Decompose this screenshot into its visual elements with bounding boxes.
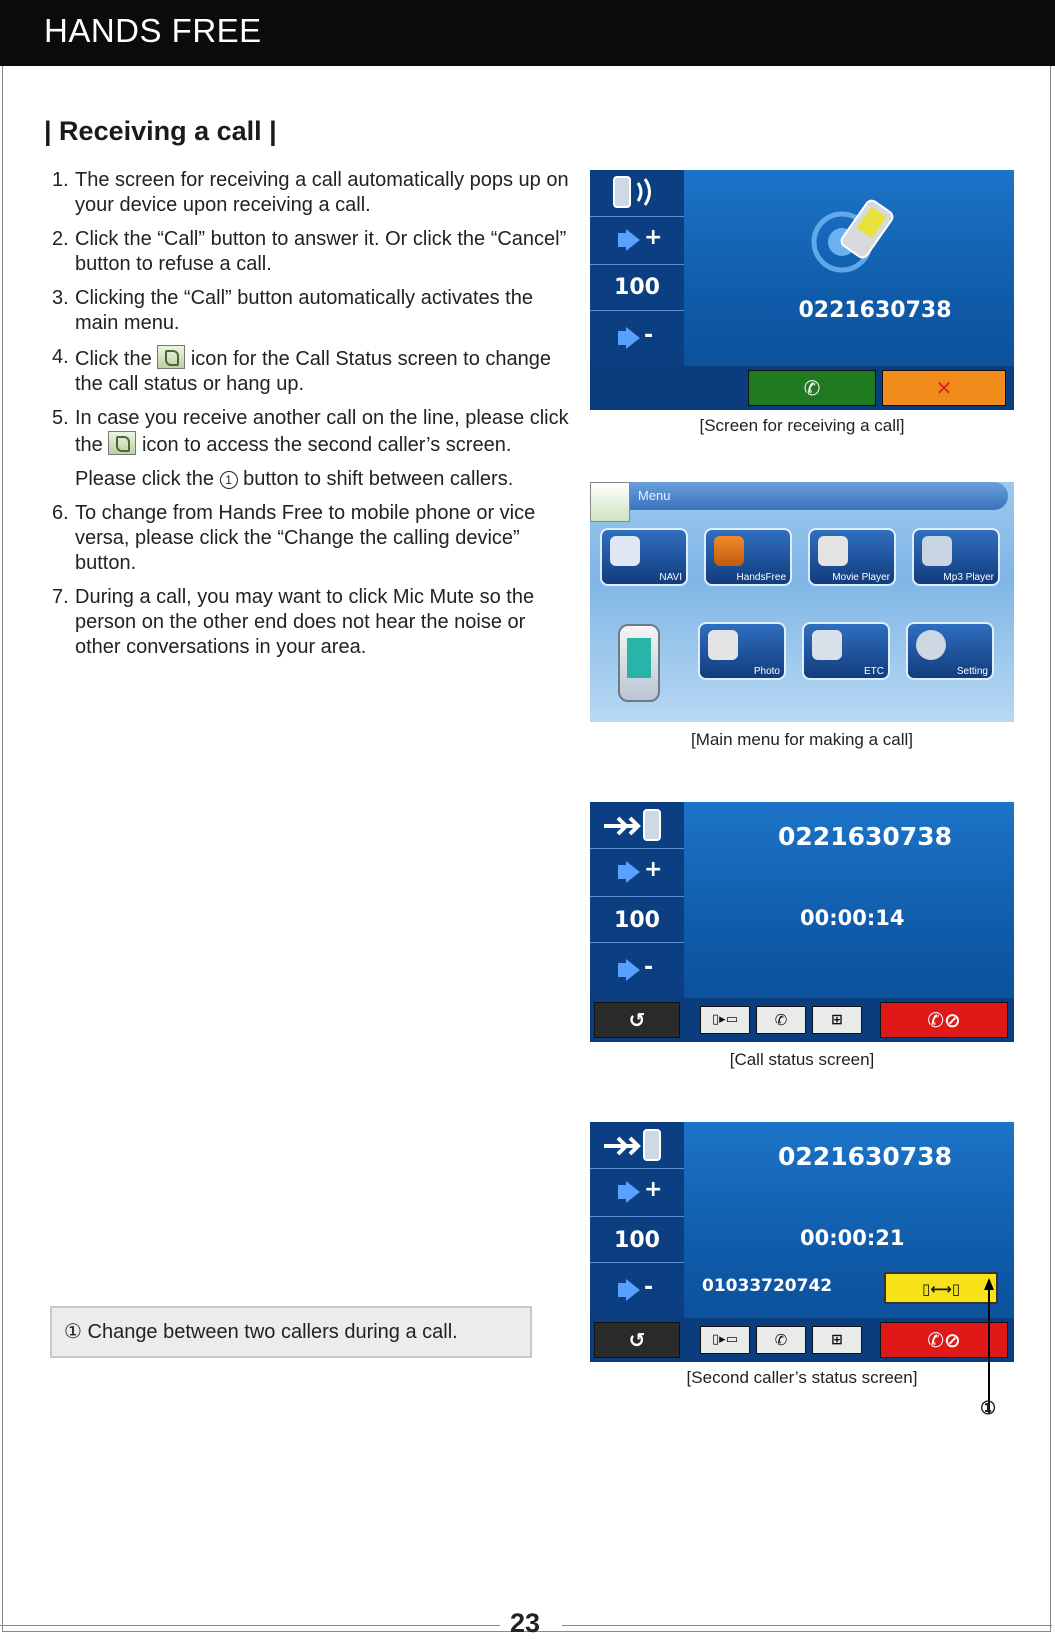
menu-tile-etc[interactable] <box>802 622 890 680</box>
receiving-call-screen <box>590 170 1014 410</box>
header-bar <box>0 0 1055 66</box>
header-title: HANDS FREE <box>44 12 262 49</box>
tile-label: Movie Player <box>832 572 890 583</box>
steps-list <box>52 168 572 669</box>
volume-down-button[interactable] <box>590 1262 684 1320</box>
step-text-before: In case you receive another call on the line, please click the <box>75 407 569 456</box>
step-number: 6. <box>52 502 69 524</box>
section-title: | Receiving a call | <box>44 116 277 146</box>
mp3-icon <box>922 536 952 566</box>
movie-icon <box>818 536 848 566</box>
etc-icon <box>812 630 842 660</box>
shift-callers-note <box>52 467 572 492</box>
handset-icon: ✆ <box>774 1011 788 1029</box>
list-item <box>52 286 572 336</box>
outgoing-phone-icon <box>600 1126 670 1166</box>
change-device-button[interactable] <box>700 1006 750 1034</box>
call-timer: 00:00:14 <box>800 906 905 930</box>
handsfree-icon <box>714 536 744 566</box>
tile-label: Mp3 Player <box>943 572 994 583</box>
volume-up-button[interactable] <box>590 848 684 897</box>
ringing-phone-icon <box>790 190 920 300</box>
menu-tile-mp3-player[interactable] <box>912 528 1000 586</box>
back-icon: ↺ <box>628 1008 646 1032</box>
legend-box <box>50 1306 532 1358</box>
call-control-bar <box>590 998 1014 1042</box>
call-status-icon <box>108 431 136 455</box>
footer-rule-left <box>0 1625 500 1626</box>
list-item <box>52 227 572 277</box>
volume-up-icon: + <box>618 229 658 251</box>
volume-up-button[interactable] <box>590 1168 684 1217</box>
second-caller-number: 01033720742 <box>702 1276 833 1296</box>
volume-down-icon: - <box>618 959 658 981</box>
tile-label: ETC <box>864 666 884 677</box>
mobile-phone-icon <box>618 624 660 702</box>
second-caller-caption: [Second caller’s status screen] <box>686 1368 918 1387</box>
volume-up-icon: + <box>618 861 658 883</box>
second-caller-screen <box>590 1122 1014 1362</box>
list-item <box>52 501 572 576</box>
volume-down-icon: - <box>618 1279 658 1301</box>
step-text: The screen for receiving a call automatically pops up on your device upon receiving a call. <box>75 169 569 216</box>
volume-sidebar <box>590 1122 684 1318</box>
menu-title-bar <box>624 482 1008 510</box>
step-text: Click the “Call” button to answer it. Or click the “Cancel” button to refuse a call. <box>75 228 567 275</box>
hang-up-button[interactable] <box>880 1002 1008 1038</box>
circled-one-marker: 1 <box>220 471 238 489</box>
tile-label: NAVI <box>659 572 682 583</box>
menu-tile-photo[interactable] <box>698 622 786 680</box>
step-number: 3. <box>52 287 69 309</box>
call-status-caption: [Call status screen] <box>729 1050 875 1069</box>
camera-icon <box>708 630 738 660</box>
legend-marker: ① <box>64 1321 82 1343</box>
back-button[interactable] <box>594 1322 680 1358</box>
step-text-before: Click the <box>75 348 152 370</box>
device-switch-icon: ▯▸▭ <box>712 1332 738 1347</box>
volume-sidebar <box>590 802 684 998</box>
step-text: To change from Hands Free to mobile phone or vice versa, please click the “Change the calling device” button. <box>75 502 536 574</box>
step-number: 2. <box>52 228 69 250</box>
incoming-phone-icon <box>608 173 668 213</box>
volume-down-icon: - <box>618 327 658 349</box>
hang-up-icon: ✆⊘ <box>927 1008 961 1032</box>
outgoing-phone-cell <box>590 802 684 849</box>
menu-tile-navi[interactable] <box>600 528 688 586</box>
main-menu-caption: [Main menu for making a call] <box>690 730 914 749</box>
reject-phone-icon: ✕ <box>935 376 953 400</box>
caller-number: 0221630738 <box>798 298 952 323</box>
device-switch-icon: ▯▸▭ <box>712 1012 738 1027</box>
call-status-screen <box>590 802 1014 1042</box>
switch-callers-icon: ▯⟷▯ <box>921 1280 960 1298</box>
back-icon: ↺ <box>628 1328 646 1352</box>
list-item <box>52 406 572 458</box>
footer-rule-right <box>562 1625 1052 1626</box>
caller-number: 0221630738 <box>778 822 952 851</box>
menu-tile-movie-player[interactable] <box>808 528 896 586</box>
callout-marker: ① <box>980 1398 997 1418</box>
tile-label: Photo <box>753 666 780 677</box>
answer-bar <box>590 366 1014 410</box>
volume-up-icon: + <box>618 1181 658 1203</box>
step-number: 1. <box>52 169 69 191</box>
keypad-button[interactable] <box>812 1326 862 1354</box>
volume-level: 100 <box>614 908 660 933</box>
volume-sidebar <box>590 170 684 370</box>
note-text-after: button to shift between callers. <box>243 468 514 490</box>
menu-tile-setting[interactable] <box>906 622 994 680</box>
list-item <box>52 585 572 660</box>
tile-label: HandsFree <box>736 572 786 583</box>
hang-up-icon: ✆⊘ <box>927 1328 961 1352</box>
mic-mute-button[interactable] <box>756 1006 806 1034</box>
navi-icon <box>610 536 640 566</box>
step-number: 7. <box>52 586 69 608</box>
menu-tile-handsfree[interactable] <box>704 528 792 586</box>
caller-number: 0221630738 <box>778 1142 952 1171</box>
list-item <box>52 345 572 397</box>
step-text: During a call, you may want to click Mic Mute so the person on the other end does not hear the noise or other conversations in your area. <box>75 586 535 658</box>
volume-down-button[interactable] <box>590 942 684 1000</box>
keypad-icon: ⊞ <box>831 1332 843 1348</box>
gear-icon <box>916 630 946 660</box>
keypad-button[interactable] <box>812 1006 862 1034</box>
step-text <box>75 345 572 397</box>
step-text: Clicking the “Call” button automatically activates the main menu. <box>75 287 533 334</box>
change-device-button[interactable] <box>700 1326 750 1354</box>
keypad-icon: ⊞ <box>831 1012 843 1028</box>
step-text-after: icon for the Call Status screen to change the call status or hang up. <box>75 348 552 395</box>
mic-mute-button[interactable] <box>756 1326 806 1354</box>
volume-level: 100 <box>614 275 660 300</box>
call-control-bar <box>590 1318 1014 1362</box>
receiving-caption: [Screen for receiving a call] <box>699 416 905 435</box>
cancel-button[interactable] <box>882 370 1006 406</box>
volume-down-button[interactable] <box>590 310 684 370</box>
step-text <box>75 406 572 458</box>
handset-icon: ✆ <box>774 1331 788 1349</box>
step-number: 5. <box>52 407 69 429</box>
main-menu-screen <box>590 482 1014 722</box>
volume-level: 100 <box>614 1228 660 1253</box>
legend-text: Change between two callers during a call. <box>87 1321 458 1343</box>
outgoing-phone-cell <box>590 1122 684 1169</box>
call-status-icon[interactable] <box>590 482 630 522</box>
call-status-icon <box>157 345 185 369</box>
call-timer: 00:00:21 <box>800 1226 905 1250</box>
list-item <box>52 168 572 218</box>
phone-icon: ✆ <box>803 376 821 400</box>
menu-title: Menu <box>638 488 671 503</box>
step-text-after: icon to access the second caller’s screen. <box>141 434 512 456</box>
tile-label: Setting <box>956 666 988 677</box>
call-button[interactable] <box>748 370 876 406</box>
back-button[interactable] <box>594 1002 680 1038</box>
volume-up-button[interactable] <box>590 216 684 265</box>
page-number: 23 <box>510 1608 541 1638</box>
outgoing-phone-icon <box>600 806 670 846</box>
incoming-phone-cell <box>590 170 684 217</box>
step-number: 4. <box>52 346 69 368</box>
note-text-before: Please click the <box>75 468 214 490</box>
